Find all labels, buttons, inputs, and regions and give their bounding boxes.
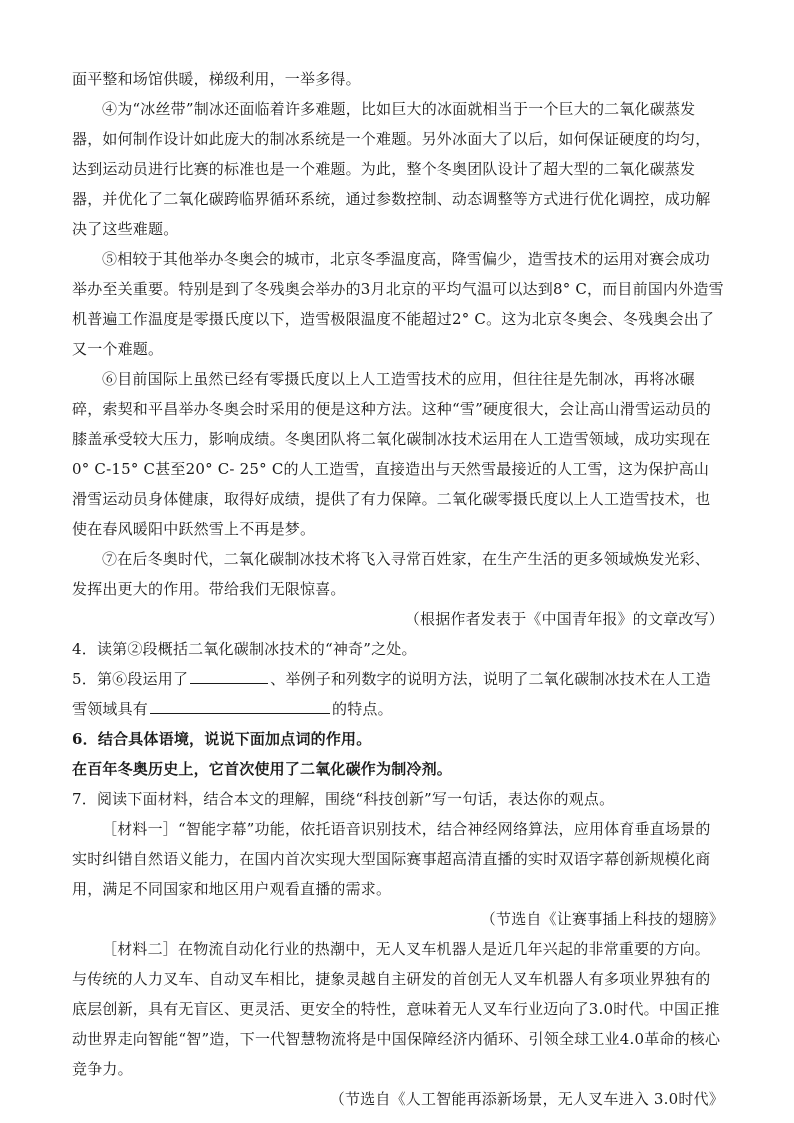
question-5-text-a: 5．第⑥段运用了 [72, 670, 189, 688]
material-1-source: （节选自《让赛事插上科技的翅膀》 [480, 910, 724, 928]
article-source: （根据作者发表于《中国青年报》的文章改写） [404, 610, 724, 628]
material-1: ［材料一］“智能字幕”功能，依托语音识别技术，结合神经网络算法，应用体育垂直场景的实时纠错自然语义能力，在国内首次实现大型国际赛事超高清直播的实时双语字幕创新规模化商用，满足不同国家和地区用户观看直播的需求。 [72, 820, 711, 898]
question-5-text-c: 的特点。 [332, 700, 393, 718]
question-7: 7．阅读下面材料，结合本文的理解，围绕“科技创新”写一句话，表达你的观点。 [72, 790, 615, 808]
material-2: ［材料二］在物流自动化行业的热潮中，无人叉车机器人是近几年兴起的非常重要的方向。与传统的人力叉车、自动叉车相比，捷象灵越自主研发的首创无人叉车机器人有多项业界独有的底层创新，具有无盲区、更灵活、更安全的特性，意味着无人叉车行业迈向了3.0时代。中国正推动世界走向智能“智”造，下一代智慧物流将是中国保障经济内循环、引领全球工业4.0革命的核心竞争力。 [72, 940, 721, 1078]
question-6-sentence: 在百年冬奥历史上，它首次使用了二氧化碳作为制冷剂。 [72, 760, 453, 778]
paragraph-7: ⑦在后冬奥时代，二氧化碳制冰技术将飞入寻常百姓家，在生产生活的更多领域焕发光彩、发挥出更大的作用。带给我们无限惊喜。 [72, 550, 711, 598]
paragraph-continued: 面平整和场馆供暖，梯级利用，一举多得。 [72, 70, 361, 88]
material-2-source: （节选自《人工智能再添新场景，无人叉车进入 3.0时代》 [329, 1090, 724, 1108]
answer-blank-method[interactable] [190, 665, 268, 684]
paragraph-5: ⑤相较于其他举办冬奥会的城市，北京冬季温度高，降雪偏少，造雪技术的运用对赛会成功举办至关重要。特别是到了冬残奥会举办的3月北京的平均气温可以达到8° C，而目前国内外造雪机普遍工作温度是零摄氏度以下，造雪极限温度不能超过2° C。这为北京冬奥会、冬残奥会出了又一个难题。 [72, 250, 724, 358]
question-5 [72, 664, 724, 724]
paragraph-6: ⑥目前国际上虽然已经有零摄氏度以上人工造雪技术的应用，但往往是先制冰，再将冰碾碎，索契和平昌举办冬奥会时采用的便是这种方法。这种“雪”硬度很大，会让高山滑雪运动员的膝盖承受较大压力，影响成绩。冬奥团队将二氧化碳制冰技术运用在人工造雪领域，成功实现在0° C-15° C甚至20° C- 25° C的人工造雪，直接造出与天然雪最接近的人工雪，这为保护高山滑雪运动员身体健康，取得好成绩，提供了有力保障。二氧化碳零摄氏度以上人工造雪技术，也使在春风暖阳中跃然雪上不再是梦。 [72, 370, 711, 538]
question-5-text-b: 、举例子和列数字的说明方法，说明了二氧化碳制冰技术在人工造雪领域具有 [72, 670, 711, 718]
document-body [72, 64, 724, 1114]
paragraph-4: ④为“冰丝带”制冰还面临着许多难题，比如巨大的冰面就相当于一个巨大的二氧化碳蒸发器，如何制作设计如此庞大的制冰系统是一个难题。另外冰面大了以后，如何保证硬度的均匀，达到运动员进行比赛的标准也是一个难题。为此，整个冬奥团队设计了超大型的二氧化碳蒸发器，并优化了二氧化碳跨临界循环系统，通过参数控制、动态调整等方式进行优化调控，成功解决了这些难题。 [72, 100, 711, 238]
answer-blank-feature[interactable] [150, 695, 330, 714]
question-6: 6．结合具体语境，说说下面加点词的作用。 [72, 730, 372, 748]
question-4: 4．读第②段概括二氧化碳制冰技术的“神奇”之处。 [72, 640, 417, 658]
